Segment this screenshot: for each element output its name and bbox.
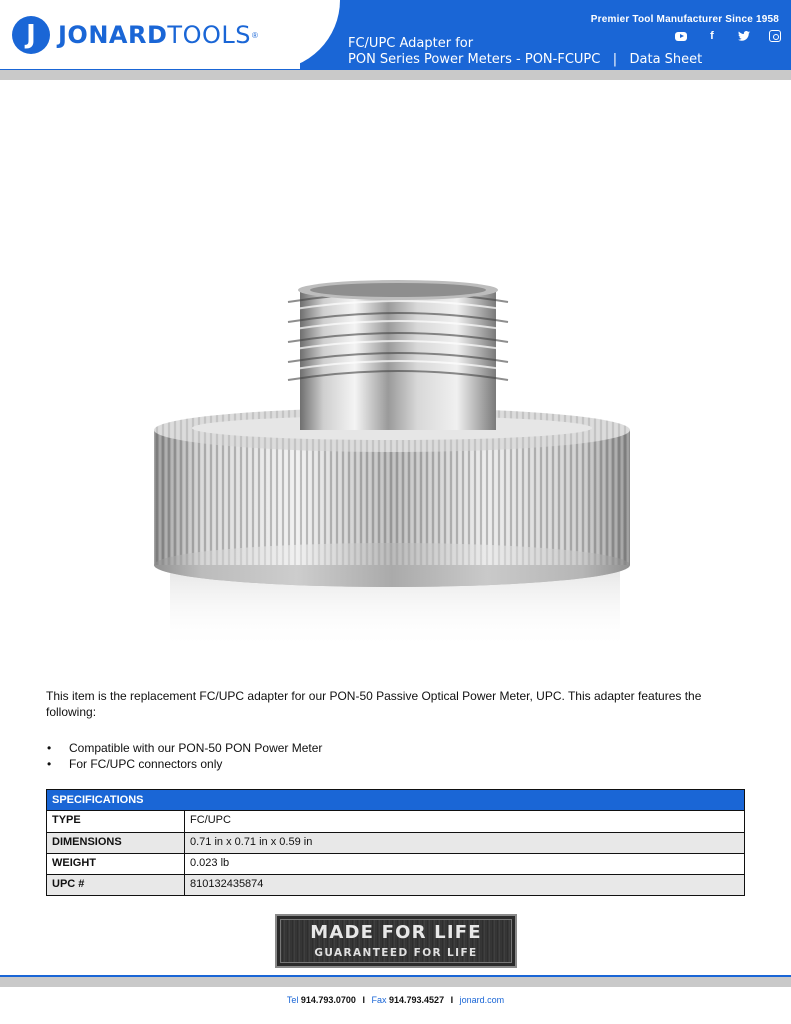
product-description: This item is the replacement FC/UPC adapter for our PON-50 Passive Optical Power Meter, UPC. This adapter features the following: — [46, 689, 702, 719]
spec-label: WEIGHT — [47, 854, 185, 874]
footer-divider-gray — [0, 977, 791, 987]
document-title — [348, 36, 702, 68]
feature-list — [46, 740, 746, 772]
table-row — [47, 811, 744, 832]
logo-brand-sub: TOOLS — [167, 21, 251, 49]
page-footer — [0, 995, 791, 1005]
facebook-icon[interactable]: f — [710, 30, 714, 42]
fax-number: 914.793.4527 — [389, 995, 445, 1005]
badge-subtitle: GUARANTEED FOR LIFE — [314, 947, 478, 959]
spec-value: 810132435874 — [190, 878, 264, 890]
table-row — [47, 874, 744, 895]
logo-brand-main: JONARD — [58, 21, 168, 49]
table-row — [47, 832, 744, 853]
spec-label: DIMENSIONS — [47, 833, 185, 853]
website-link[interactable]: jonard.com — [459, 995, 505, 1005]
badge-title: MADE FOR LIFE — [310, 922, 482, 943]
footer-separator: I — [450, 995, 454, 1005]
table-row — [47, 853, 744, 874]
fax-label: Fax — [371, 995, 387, 1005]
specifications-heading: SPECIFICATIONS — [47, 790, 744, 811]
made-for-life-badge — [275, 914, 517, 968]
footer-separator: I — [362, 995, 365, 1005]
fc-upc-adapter-product-image — [150, 270, 640, 650]
company-tagline: Premier Tool Manufacturer Since 1958 — [590, 14, 779, 25]
feature-item: • Compatible with our PON-50 PON Power Meter — [46, 740, 746, 756]
spec-value: FC/UPC — [190, 814, 231, 826]
logo-j-icon: J — [12, 16, 50, 54]
spec-label: TYPE — [47, 811, 185, 832]
twitter-icon[interactable] — [737, 30, 751, 42]
tel-label: Tel — [286, 995, 299, 1005]
document-title-line1: FC/UPC Adapter for — [348, 36, 474, 51]
instagram-icon[interactable] — [769, 30, 781, 42]
feature-item: • For FC/UPC connectors only — [46, 756, 746, 772]
tel-number[interactable]: 914.793.0700 — [300, 995, 356, 1005]
registered-mark: ® — [251, 30, 258, 40]
page-header — [0, 0, 791, 72]
header-divider-gray — [0, 70, 791, 80]
specifications-table — [46, 789, 745, 896]
document-title-line2: PON Series Power Meters - PON-FCUPC | Data Sheet — [348, 52, 703, 67]
spec-label: UPC # — [47, 875, 185, 895]
spec-value: 0.023 lb — [190, 857, 230, 869]
spec-value: 0.71 in x 0.71 in x 0.59 in — [190, 836, 313, 848]
jonard-tools-logo[interactable] — [12, 16, 258, 54]
